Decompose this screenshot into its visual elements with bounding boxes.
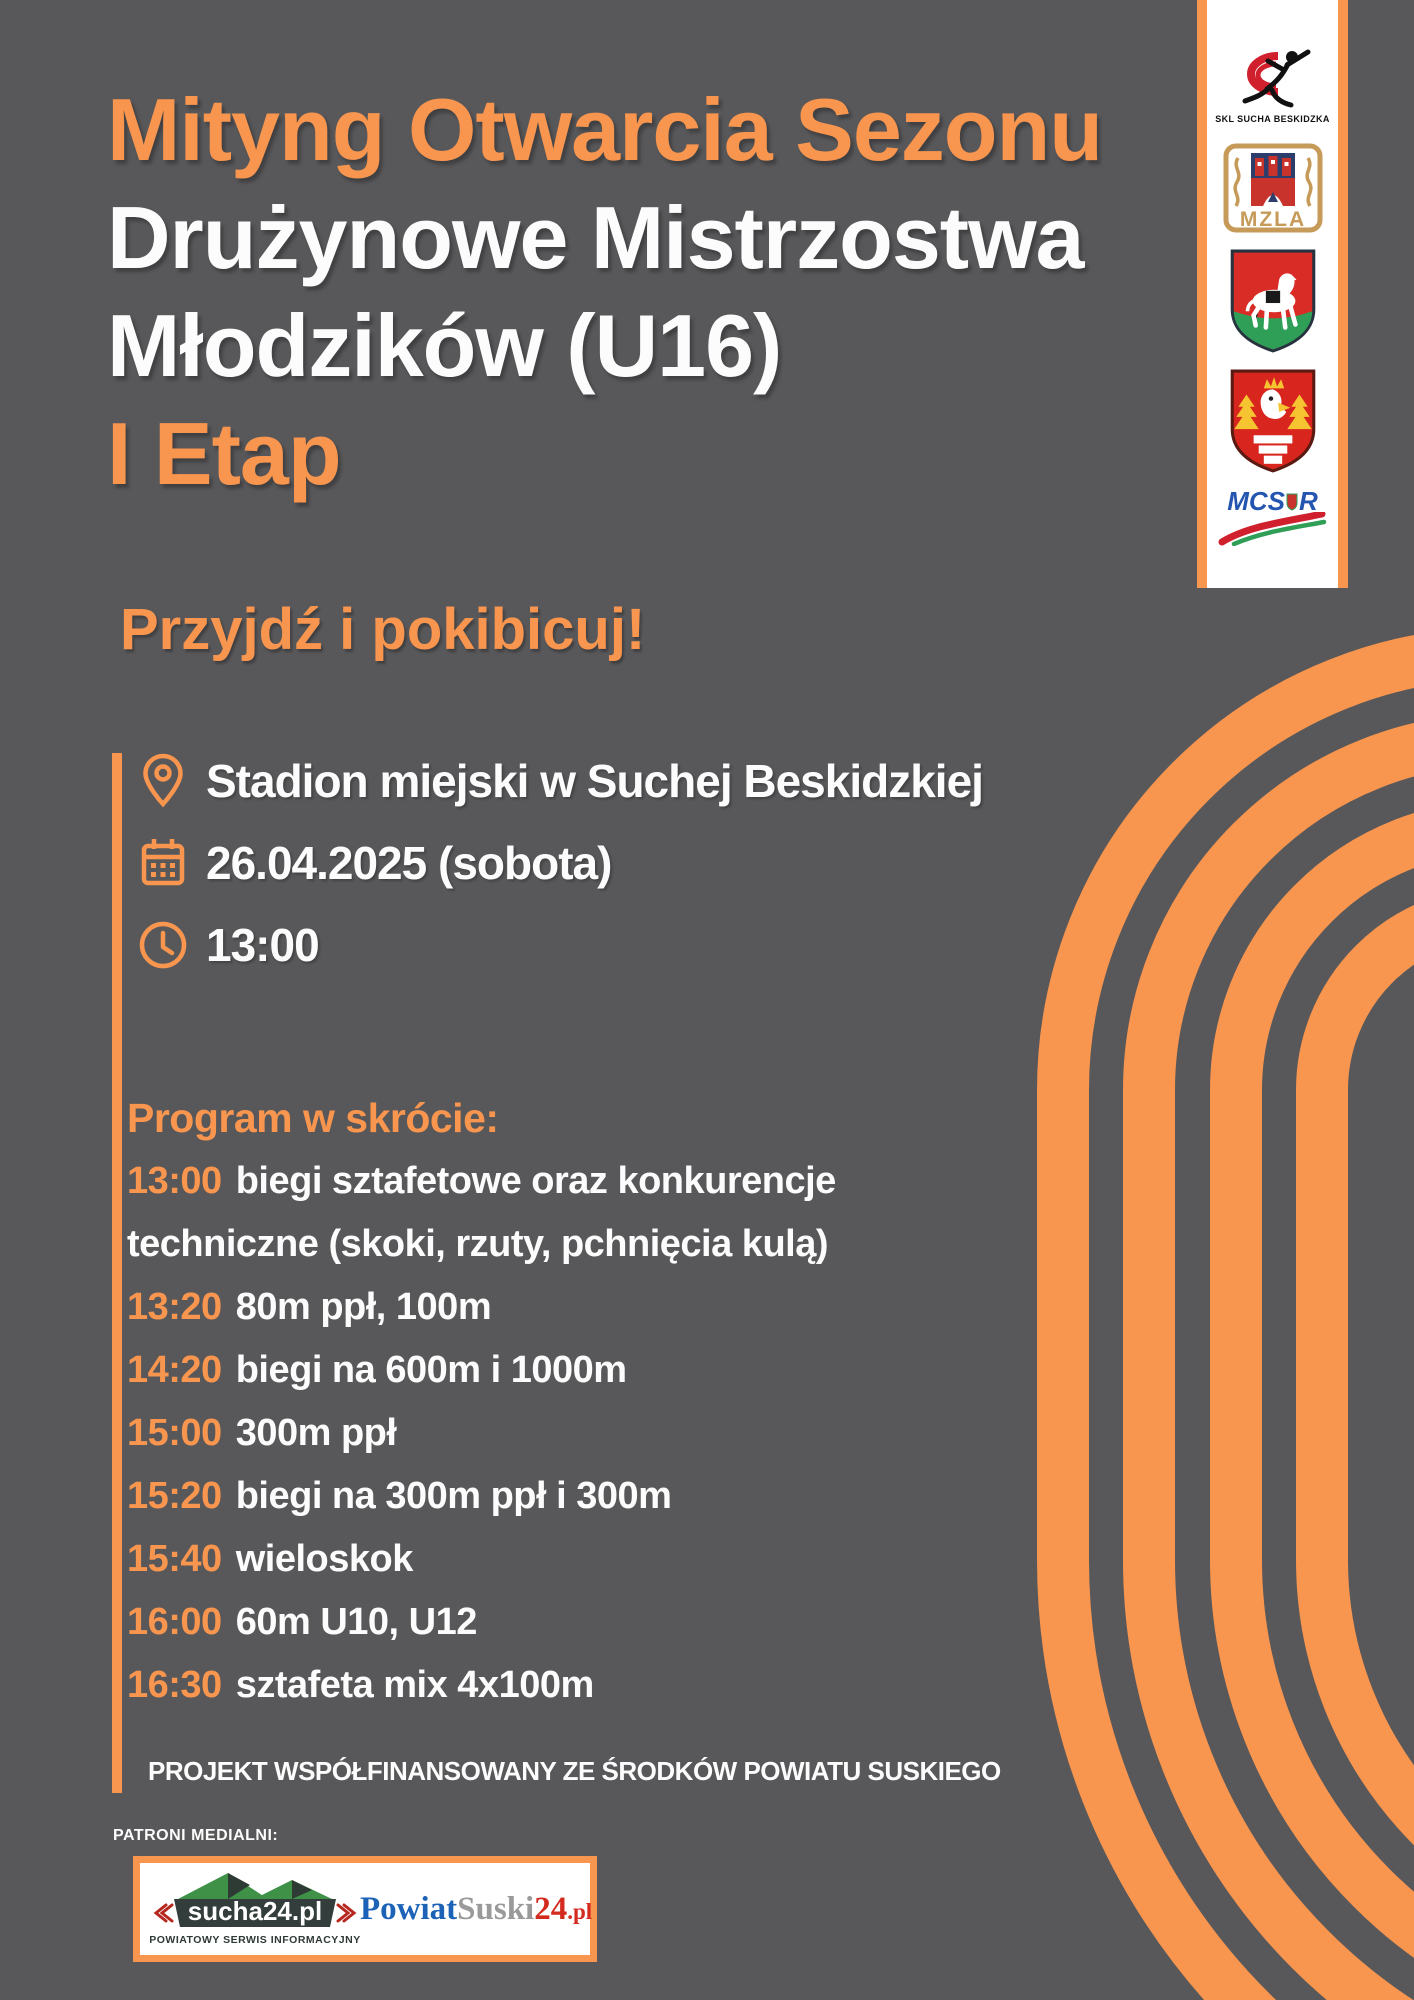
program-item-text: techniczne (skoki, rzuty, pchnięcia kulą) — [127, 1223, 828, 1265]
sucha24-subtitle: POWIATOWY SERWIS INFORMACYJNY — [150, 1933, 360, 1946]
powiatsuski24-part4: .pl — [567, 1898, 593, 1924]
powiatsuski24-part3: 24 — [534, 1890, 568, 1927]
program-item-text: biegi sztafetowe oraz konkurencje — [235, 1160, 836, 1202]
program-item — [127, 1528, 867, 1591]
title-line-3: Młodzików (U16) — [107, 296, 782, 395]
powiatsuski24-part1: Powiat — [360, 1890, 458, 1927]
program-item — [127, 1465, 867, 1528]
date-text: 26.04.2025 (sobota) — [206, 837, 612, 889]
title-line-4: I Etap — [107, 404, 341, 503]
program-section — [127, 1086, 867, 1717]
program-header: Program w skrócie: — [127, 1095, 499, 1141]
horse-coat-of-arms — [1227, 248, 1319, 354]
eagle-coat-of-arms — [1227, 368, 1319, 474]
program-item-text: wieloskok — [235, 1538, 413, 1580]
program-item — [127, 1276, 867, 1339]
sucha24-logo — [150, 1865, 360, 1954]
powiatsuski24-part2: Suski — [457, 1890, 535, 1927]
program-item — [127, 1402, 867, 1465]
info-row-time — [138, 916, 983, 974]
program-item-text: 80m ppł, 100m — [235, 1286, 492, 1328]
logo-strip — [1197, 0, 1348, 588]
time-text: 13:00 — [206, 919, 319, 971]
program-item-text: sztafeta mix 4x100m — [235, 1664, 594, 1706]
media-patrons-label: PATRONI MEDIALNI: — [113, 1827, 279, 1844]
program-item — [127, 1654, 867, 1717]
program-item-text: 300m ppł — [235, 1412, 397, 1454]
skl-sucha-beskidzka-logo — [1215, 46, 1330, 124]
mzla-logo — [1222, 142, 1324, 234]
tagline: Przyjdź i pokibicuj! — [120, 597, 646, 662]
mcsir-label-left: MCS — [1227, 486, 1285, 516]
info-row-date — [138, 834, 983, 892]
program-item-time: 15:20 — [127, 1475, 222, 1517]
program-item-time: 15:00 — [127, 1412, 222, 1454]
powiatsuski24-logo — [360, 1891, 592, 1928]
program-item-time: 16:00 — [127, 1601, 222, 1643]
program-item-text: 60m U10, U12 — [235, 1601, 477, 1643]
info-row-location — [138, 752, 983, 810]
calendar-icon — [138, 834, 188, 892]
program-item-time: 15:40 — [127, 1538, 222, 1580]
clock-icon — [138, 916, 188, 974]
skl-caption: SKL SUCHA BESKIDZKA — [1215, 114, 1330, 124]
program-item-text: biegi na 600m i 1000m — [235, 1349, 627, 1391]
event-info — [138, 752, 983, 998]
program-item — [127, 1150, 867, 1213]
media-patrons-box — [133, 1856, 597, 1962]
title-line-1: Mityng Otwarcia Sezonu — [107, 80, 1103, 179]
funding-note: PROJEKT WSPÓŁFINANSOWANY ZE ŚRODKÓW POWIATU SUSKIEGO — [148, 1756, 1001, 1786]
sucha24-name: sucha24.pl — [187, 1895, 323, 1926]
mcsir-shield-icon — [1285, 492, 1299, 512]
location-text: Stadion miejski w Suchej Beskidzkiej — [206, 755, 983, 807]
program-item — [127, 1339, 867, 1402]
mcsir-logo — [1218, 486, 1328, 546]
mcsir-label-right: R — [1299, 486, 1318, 516]
mzla-label: MZLA — [1239, 208, 1306, 231]
title-line-2: Drużynowe Mistrzostwa — [107, 188, 1084, 287]
program-item-time: 13:20 — [127, 1286, 222, 1328]
program-item-time: 16:30 — [127, 1664, 222, 1706]
program-item-time: 13:00 — [127, 1160, 222, 1202]
left-accent-bar — [112, 753, 122, 1793]
poster-title — [107, 76, 1102, 508]
program-item — [127, 1213, 867, 1276]
program-item — [127, 1591, 867, 1654]
program-item-time: 14:20 — [127, 1349, 222, 1391]
location-pin-icon — [138, 752, 188, 810]
program-item-text: biegi na 300m ppł i 300m — [235, 1475, 672, 1517]
